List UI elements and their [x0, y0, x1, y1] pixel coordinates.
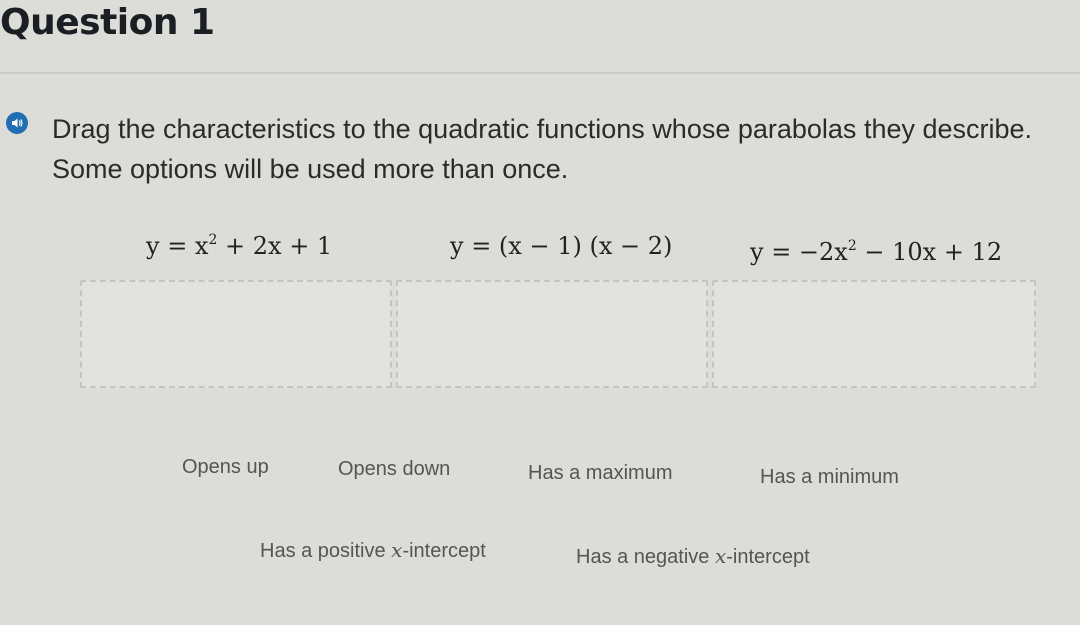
option-chip[interactable]	[332, 454, 456, 485]
option-text: Has a maximum	[528, 462, 673, 484]
function-label	[450, 232, 672, 260]
drop-zone-area	[80, 280, 1036, 392]
option-text: Opens down	[338, 458, 451, 480]
option-chip[interactable]	[570, 540, 816, 573]
function-text: y = (x − 1) (x − 2)	[450, 232, 673, 260]
option-chip[interactable]	[176, 452, 275, 483]
function-row	[80, 226, 1040, 286]
option-text: Has a minimum	[760, 466, 899, 488]
option-chip[interactable]	[754, 462, 905, 493]
function-label	[146, 232, 332, 260]
function-exponent: 2	[847, 238, 857, 254]
speaker-icon	[10, 116, 24, 130]
function-text: y = x	[146, 232, 209, 260]
option-bank	[0, 440, 1080, 600]
drop-zone[interactable]	[80, 280, 392, 388]
option-text: -intercept	[402, 540, 486, 562]
question-title: Question 1	[0, 2, 215, 43]
function-text: − 10x + 12	[856, 238, 1003, 266]
function-text: y = −2x	[750, 238, 848, 266]
option-chip[interactable]	[522, 458, 678, 489]
function-exponent: 2	[208, 232, 218, 248]
option-variable: x	[714, 544, 727, 568]
function-label	[750, 238, 1002, 266]
option-text: Has a negative	[576, 546, 715, 568]
option-variable: x	[391, 538, 403, 562]
drop-zone[interactable]	[712, 280, 1036, 388]
option-text: -intercept	[726, 546, 810, 568]
drop-zone[interactable]	[396, 280, 708, 388]
option-text: Has a positive	[260, 540, 392, 562]
question-prompt: Drag the characteristics to the quadratic functions whose parabolas they describe. Some options will be used more than once.	[52, 114, 1033, 184]
function-text: + 2x + 1	[217, 232, 333, 260]
audio-button[interactable]	[6, 112, 28, 134]
option-text: Opens up	[182, 456, 269, 478]
option-chip[interactable]	[254, 534, 492, 567]
title-divider	[0, 72, 1080, 74]
